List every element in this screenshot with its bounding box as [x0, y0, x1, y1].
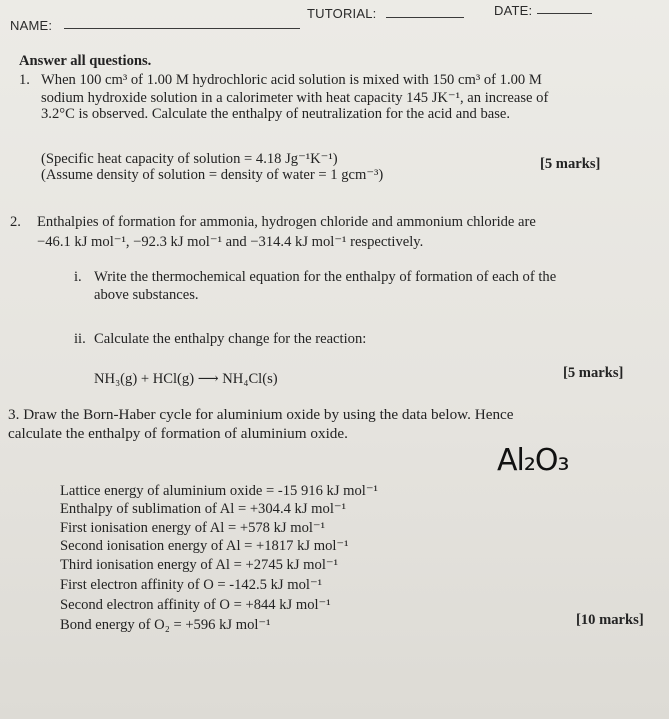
q3-data-first-ionisation: First ionisation energy of Al = +578 kJ mol⁻¹	[60, 520, 326, 536]
q3-data-bond-energy: Bond energy of O₂ = +596 kJ mol⁻¹	[60, 617, 271, 633]
q1-number: 1.	[19, 72, 30, 88]
q1-marks: [5 marks]	[540, 156, 601, 172]
q2-line-1: Enthalpies of formation for ammonia, hydrogen chloride and ammonium chloride are	[37, 214, 536, 230]
date-label: DATE:	[494, 3, 533, 18]
q2-part-i-number: i.	[74, 269, 82, 285]
q2-part-i-line-1: Write the thermochemical equation for the enthalpy of formation of each of the	[94, 269, 557, 285]
instruction-heading: Answer all questions.	[19, 53, 152, 69]
q3-data-lattice-energy: Lattice energy of aluminium oxide = -15 916 kJ mol⁻¹	[60, 483, 378, 499]
q3-data-third-ionisation: Third ionisation energy of Al = +2745 kJ mol⁻¹	[60, 557, 338, 573]
tutorial-label: TUTORIAL:	[307, 6, 377, 21]
q3-data-second-ionisation: Second ionisation energy of Al = +1817 kJ mol⁻¹	[60, 538, 349, 554]
q3-data-sublimation: Enthalpy of sublimation of Al = +304.4 kJ mol⁻¹	[60, 501, 346, 517]
q3-data-second-electron-affinity: Second electron affinity of O = +844 kJ mol⁻¹	[60, 597, 331, 613]
q1-note-heat-capacity: (Specific heat capacity of solution = 4.18 Jg⁻¹K⁻¹)	[41, 151, 338, 167]
q3-marks: [10 marks]	[576, 612, 644, 628]
q1-line-1: When 100 cm³ of 1.00 M hydrochloric acid solution is mixed with 150 cm³ of 1.00 M	[41, 72, 542, 88]
q3-data-first-electron-affinity: First electron affinity of O = -142.5 kJ mol⁻¹	[60, 577, 323, 593]
q2-number: 2.	[10, 214, 21, 230]
q2-part-ii-number: ii.	[74, 331, 86, 347]
handwritten-formula: Al₂O₃	[497, 443, 569, 478]
q2-part-ii-line-1: Calculate the enthalpy change for the reaction:	[94, 331, 367, 347]
q3-line-1: 3. Draw the Born-Haber cycle for aluminium oxide by using the data below. Hence	[8, 406, 514, 423]
q2-reaction-equation: NH₃(g) + HCl(g) ⟶ NH₄Cl(s)	[94, 371, 278, 387]
tutorial-blank-line	[386, 17, 464, 18]
q2-marks: [5 marks]	[563, 365, 624, 381]
name-label: NAME:	[10, 18, 53, 33]
q2-part-i-line-2: above substances.	[94, 287, 199, 303]
q1-note-density: (Assume density of solution = density of water = 1 gcm⁻³)	[41, 167, 384, 183]
name-blank-line	[64, 28, 300, 29]
q3-line-2: calculate the enthalpy of formation of aluminium oxide.	[8, 425, 348, 442]
date-blank-line	[537, 13, 592, 14]
q1-line-3: 3.2°C is observed. Calculate the enthalpy of neutralization for the acid and base.	[41, 106, 511, 122]
q2-line-2: −46.1 kJ mol⁻¹, −92.3 kJ mol⁻¹ and −314.4 kJ mol⁻¹ respectively.	[37, 234, 424, 250]
q1-line-2: sodium hydroxide solution in a calorimeter with heat capacity 145 JK⁻¹, an increase of	[41, 90, 549, 106]
